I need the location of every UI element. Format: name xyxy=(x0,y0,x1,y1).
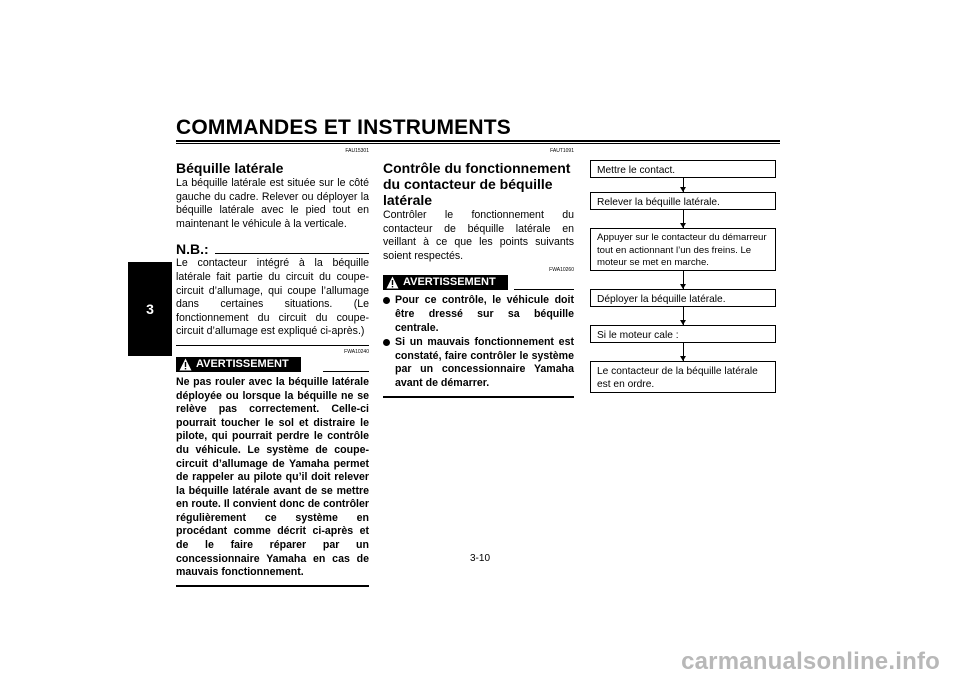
nb-text: Le contacteur intégré à la béquille latérale fait partie du circuit du coupe-circuit d’allumage, qui coupe l’allumage dans certaines situations. (Le fonctionnement du circuit du coupe-circuit d’allumage est expliqué ci-après.) xyxy=(176,257,369,338)
warning-text: Ne pas rouler avec la béquille latérale déployée ou lorsque la béquille ne se relève pas correctement. Celle-ci pourrait toucher le sol et distraire le pilote, qui pourrait perdre le contrôle du véhicule. Le système de coupe-circuit d’allumage de Yamaha permet de rappeler au pilote qu’il doit relever la béquille latérale avant de se mettre en route. Il convient donc de contrôler régulièrement ce système en procédant comme décrit ci-après et de le faire réparer par un concessionnaire Yamaha en cas de mauvais fonctionnement. xyxy=(176,375,369,579)
flowchart-step: Mettre le contact. xyxy=(590,160,776,178)
warning-label: AVERTISSEMENT xyxy=(403,276,496,289)
list-item xyxy=(383,294,574,335)
warning-badge xyxy=(383,275,508,290)
nb-rule xyxy=(215,253,369,254)
page-number: 3-10 xyxy=(469,553,490,564)
page-title: COMMANDES ET INSTRUMENTS xyxy=(176,116,511,139)
flowchart-step: Appuyer sur le contacteur du démarreur tout en actionnant l’un des freins. Le moteur se met en marche. xyxy=(590,228,776,271)
warning-badge xyxy=(176,357,301,372)
header-rule-thin xyxy=(176,143,780,144)
bullet-icon xyxy=(383,339,390,346)
warning-rule xyxy=(514,289,574,290)
body-text: La béquille latérale est située sur le côté gauche du cadre. Relever ou déployer la béquille latérale avec le pied tout en maintenant le véhicule à la verticale. xyxy=(176,177,369,230)
list-item-text: Pour ce contrôle, le véhicule doit être dressé sur sa béquille centrale. xyxy=(395,294,574,334)
body-text: Contrôler le fonctionnement du contacteur de béquille latérale en veillant à ce que les points suivants soient respectés. xyxy=(383,209,574,262)
nb-end-rule xyxy=(176,345,369,346)
warning-bullet-list xyxy=(383,294,574,390)
warning-label: AVERTISSEMENT xyxy=(196,357,289,370)
warning-code: FWA10260 xyxy=(549,267,574,274)
flowchart-step: Le contacteur de la béquille latérale est en ordre. xyxy=(590,361,776,393)
header-rule xyxy=(176,140,780,142)
warning-triangle-icon xyxy=(386,276,399,289)
section-heading: Béquille latérale xyxy=(176,160,284,176)
reference-code: FAU15301 xyxy=(345,148,369,154)
warning-end-rule xyxy=(176,585,369,587)
warning-triangle-icon xyxy=(179,358,192,371)
list-item xyxy=(383,336,574,390)
flowchart-step: Déployer la béquille latérale. xyxy=(590,289,776,307)
flowchart-step: Relever la béquille latérale. xyxy=(590,192,776,210)
warning-header xyxy=(176,357,369,372)
chapter-tab: 3 xyxy=(128,262,172,356)
middle-column xyxy=(383,148,574,398)
warning-header xyxy=(383,275,574,290)
nb-label: N.B.: xyxy=(176,241,209,258)
left-column xyxy=(176,148,369,587)
warning-end-rule xyxy=(383,396,574,398)
warning-rule xyxy=(323,371,369,372)
section-heading: Contrôle du fonctionnement du contacteur de béquille latérale xyxy=(383,160,571,208)
watermark: carmanualsonline.info xyxy=(681,648,940,675)
bullet-icon xyxy=(383,297,390,304)
flowchart-step: Si le moteur cale : xyxy=(590,325,776,343)
nb-header xyxy=(176,241,369,257)
list-item-text: Si un mauvais fonctionnement est constaté, faire contrôler le système par un concessionnaire Yamaha avant de démarrer. xyxy=(395,336,574,389)
reference-code: FAUT1091 xyxy=(550,148,574,154)
warning-code: FWA10240 xyxy=(344,348,369,355)
